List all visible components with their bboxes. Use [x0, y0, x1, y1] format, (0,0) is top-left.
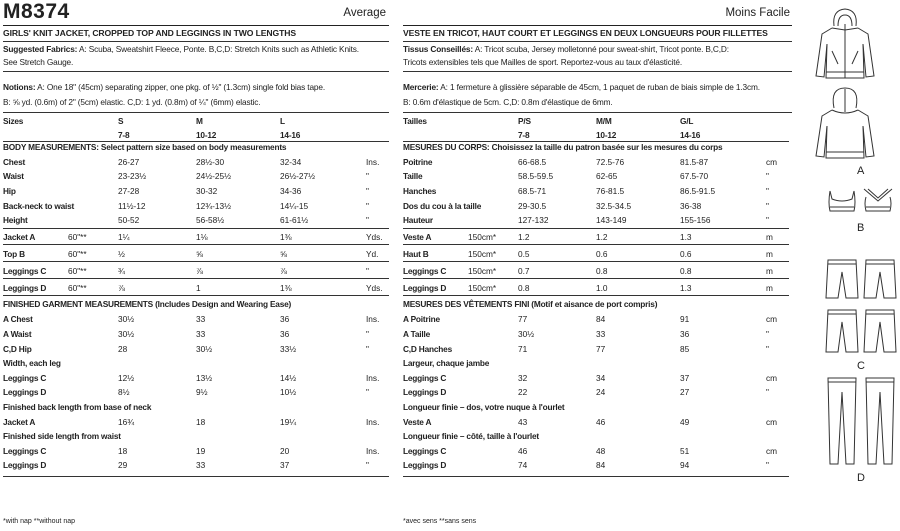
row-label: Leggings D [3, 282, 47, 293]
size-range: 10-12 [196, 129, 217, 140]
unit: " [366, 329, 369, 339]
row-label: Hauteur [403, 215, 433, 226]
cell-value: 8½ [118, 387, 130, 398]
cell-value: 12½ [118, 372, 135, 383]
short-leggings-back-icon [862, 258, 898, 302]
cell-value: 0.6 [680, 248, 692, 259]
cell-value: 29-30.5 [518, 200, 547, 211]
cell-value: 37 [280, 460, 290, 471]
cell-value: 26-27 [118, 156, 140, 167]
cell-value: 71 [518, 343, 528, 354]
cropped-top-back-icon [860, 187, 896, 217]
subsection-title: Width, each leg [3, 358, 61, 369]
unit: Ins. [366, 445, 380, 456]
unit: Ins. [366, 416, 380, 427]
cell-value: 51 [680, 445, 690, 456]
cell-value: 23-23½ [118, 171, 147, 182]
difficulty-en: Average [343, 7, 386, 19]
cell-value: 33½ [280, 343, 297, 354]
row-label: C,D Hip [3, 343, 32, 354]
unit: cm [766, 156, 778, 167]
cell-value: 0.5 [518, 248, 530, 259]
cell-value: 18 [196, 416, 206, 427]
cell-value: 61-61½ [280, 215, 309, 226]
row-label: Leggings D [403, 282, 447, 293]
cell-value: 58.5-59.5 [518, 171, 554, 182]
view-illustrations [800, 0, 900, 531]
cell-value: 32.5-34.5 [596, 200, 632, 211]
cell-value: 32 [518, 372, 528, 383]
row-label: Leggings C [3, 445, 47, 456]
row-label: A Poitrine [403, 314, 440, 325]
notions-en: Notions: A: One 18" (45cm) separating zipper, one pkg. of ½" (1.3cm) single fold bias tape. [3, 82, 325, 92]
cell-value: 0.8 [518, 282, 530, 293]
size-code: M [196, 116, 203, 126]
cell-value: 1.2 [596, 231, 608, 242]
section-title-body: BODY MEASUREMENTS: Select pattern size based on body measurements [3, 142, 287, 153]
cell-value: 74 [518, 460, 528, 471]
row-label: A Chest [3, 314, 33, 325]
unit: " [366, 460, 369, 471]
view-label-a: A [857, 165, 865, 177]
cell-value: 1.2 [518, 231, 530, 242]
unit: " [366, 215, 369, 226]
title-fr: VESTE EN TRICOT, HAUT COURT ET LEGGINGS EN DEUX LONGUEURS POUR FILLETTES [403, 28, 768, 38]
cell-value: 13½ [196, 372, 213, 383]
cell-value: ⅞ [118, 282, 125, 293]
cell-value: ⅝ [196, 248, 203, 259]
french-column [400, 0, 792, 531]
row-label: Waist [3, 171, 24, 182]
cell-value: ⅝ [280, 248, 287, 259]
unit: Yd. [366, 248, 379, 259]
fabric-width: 150cm* [468, 282, 497, 293]
unit: " [766, 329, 769, 339]
unit: " [766, 387, 769, 398]
cell-value: 1⅜ [280, 231, 292, 242]
cell-value: 91 [680, 314, 690, 325]
row-label: Veste A [403, 231, 432, 242]
cell-value: 46 [518, 445, 528, 456]
cell-value: 56-58½ [196, 215, 225, 226]
cell-value: 43 [518, 416, 528, 427]
subsection-title: Longueur finie – côté, taille à l'ourlet [403, 431, 539, 442]
row-label: Haut B [403, 248, 429, 259]
cell-value: 19¼ [280, 416, 297, 427]
view-label-c: C [857, 360, 865, 372]
cell-value: 27 [680, 387, 690, 398]
subsection-title: Finished side length from waist [3, 431, 121, 442]
long-leggings-icon [824, 376, 860, 468]
size-code: M/M [596, 116, 612, 126]
row-label: Leggings C [403, 372, 447, 383]
unit: " [366, 343, 369, 354]
cell-value: 10½ [280, 387, 297, 398]
cell-value: ⅞ [280, 265, 287, 276]
notions-en-2: B: ⅝ yd. (0.6m) of 2" (5cm) elastic. C,D: 1 yd. (0.8m) of ¼" (6mm) elastic. [3, 97, 261, 107]
fabric-width: 60"** [68, 282, 87, 293]
view-label-b: B [857, 222, 865, 234]
cell-value: 12¾-13½ [196, 200, 232, 211]
long-leggings-back-icon [862, 376, 898, 468]
footnote: *with nap **without nap [3, 518, 75, 525]
unit: m [766, 282, 773, 293]
cell-value: 27-28 [118, 186, 140, 196]
cell-value: 155-156 [680, 215, 711, 226]
unit: Ins. [366, 156, 380, 167]
cell-value: 1.0 [596, 282, 608, 293]
fabric-width: 60"** [68, 231, 87, 242]
fabric-width: 150cm* [468, 265, 497, 276]
unit: " [366, 265, 369, 276]
row-label: Top B [3, 248, 25, 259]
hooded-jacket-front-icon [810, 6, 880, 82]
cell-value: 85 [680, 343, 690, 354]
cell-value: 36 [280, 329, 290, 339]
row-label: Leggings C [403, 265, 447, 276]
cell-value: ¾ [118, 265, 125, 276]
cell-value: 1⅛ [196, 231, 208, 242]
cell-value: 1 [196, 282, 201, 293]
view-label-d: D [857, 472, 865, 484]
cell-value: 84 [596, 460, 606, 471]
unit: cm [766, 372, 778, 383]
fabrics-en-2: See Stretch Gauge. [3, 57, 74, 67]
cell-value: 46 [596, 416, 606, 427]
size-code: L [280, 116, 285, 126]
cell-value: 48 [596, 445, 606, 456]
cell-value: 33 [196, 314, 206, 325]
unit: Ins. [366, 314, 380, 325]
cell-value: 33 [196, 329, 206, 339]
row-label: Leggings C [3, 265, 47, 276]
unit: Yds. [366, 282, 383, 293]
english-column [0, 0, 392, 531]
size-code: G/L [680, 116, 694, 126]
cell-value: 19 [196, 445, 206, 456]
cell-value: 30-32 [196, 186, 218, 196]
cell-value: 26½-27½ [280, 171, 316, 182]
subsection-title: Finished back length from base of neck [3, 402, 152, 412]
row-label: Height [3, 215, 28, 226]
cell-value: 16¾ [118, 416, 135, 427]
cell-value: 76-81.5 [596, 186, 625, 196]
unit: " [766, 343, 769, 354]
cell-value: 24 [596, 387, 606, 398]
size-range: 7-8 [518, 129, 530, 140]
row-label: Leggings C [3, 372, 47, 383]
cell-value: 32-34 [280, 156, 302, 167]
cell-value: 24½-25½ [196, 171, 232, 182]
fabric-width: 60"** [68, 248, 87, 259]
cell-value: 143-149 [596, 215, 627, 226]
cell-value: 34 [596, 372, 606, 383]
cell-value: 37 [680, 372, 690, 383]
title-en: GIRLS' KNIT JACKET, CROPPED TOP AND LEGGINGS IN TWO LENGTHS [3, 28, 296, 38]
cell-value: 1⅜ [280, 282, 292, 293]
footnote: *avec sens **sans sens [403, 518, 477, 525]
row-label: Leggings D [403, 387, 447, 398]
cropped-top-icon [824, 187, 860, 217]
unit: m [766, 231, 773, 242]
row-label: Leggings D [3, 460, 47, 471]
cell-value: 36 [280, 314, 290, 325]
cell-value: 18 [118, 445, 128, 456]
cell-value: 77 [596, 343, 606, 354]
unit: " [366, 387, 369, 398]
size-range: 14-16 [680, 129, 701, 140]
row-label: Jacket A [3, 231, 36, 242]
cell-value: 11½-12 [118, 200, 146, 211]
notions-fr-2: B: 0.6m d'élastique de 5cm. C,D: 0.8m d'élastique de 6mm. [403, 97, 613, 107]
cell-value: 77 [518, 314, 528, 325]
row-label: Leggings D [403, 460, 447, 471]
cell-value: 0.8 [680, 265, 692, 276]
cell-value: 33 [196, 460, 206, 471]
row-label: A Taille [403, 329, 430, 339]
unit: m [766, 265, 773, 276]
cell-value: 28½-30 [196, 156, 225, 167]
row-label: C,D Hanches [403, 343, 452, 354]
cell-value: 14½ [280, 372, 297, 383]
cell-value: 29 [118, 460, 128, 471]
size-range: 14-16 [280, 129, 301, 140]
fabric-width: 150cm* [468, 248, 497, 259]
hooded-jacket-back-icon [810, 86, 880, 162]
cell-value: 67.5-70 [680, 171, 709, 182]
cell-value: 30½ [118, 329, 135, 339]
row-label: Chest [3, 156, 26, 167]
difficulty-fr: Moins Facile [725, 7, 790, 19]
unit: " [366, 186, 369, 196]
section-title-body: MESURES DU CORPS: Choisissez la taille du patron basée sur les mesures du corps [403, 142, 723, 153]
size-range: 10-12 [596, 129, 617, 140]
row-label: Taille [403, 171, 423, 182]
unit: cm [766, 314, 778, 325]
cell-value: 1.3 [680, 282, 692, 293]
notions-fr: Mercerie: A: 1 fermeture à glissière séparable de 45cm, 1 paquet de ruban de biais simple de 1.3cm. [403, 82, 760, 92]
cell-value: 1.3 [680, 231, 692, 242]
unit: cm [766, 416, 778, 427]
unit: Ins. [366, 372, 380, 383]
cell-value: 68.5-71 [518, 186, 547, 196]
cell-value: 49 [680, 416, 690, 427]
row-label: Leggings C [403, 445, 447, 456]
short-leggings-icon [824, 258, 860, 302]
cell-value: 0.8 [596, 265, 608, 276]
row-label: Back-neck to waist [3, 200, 75, 211]
unit: " [766, 200, 769, 211]
cell-value: ½ [118, 248, 125, 259]
cell-value: 30½ [118, 314, 135, 325]
cell-value: 30½ [518, 329, 535, 339]
short-leggings-alt-icon [824, 308, 860, 356]
unit: " [766, 460, 769, 471]
row-label: Hip [3, 186, 16, 196]
cell-value: 36 [680, 329, 690, 339]
unit: " [366, 171, 369, 182]
fabrics-fr: Tissus Conseillés: A: Tricot scuba, Jersey molletonné pour sweat-shirt, Tricot ponte. B,C,D: [403, 44, 729, 54]
unit: " [366, 200, 369, 211]
cell-value: 34-36 [280, 186, 302, 196]
cell-value: 36-38 [680, 200, 702, 211]
cell-value: 9½ [196, 387, 208, 398]
unit: m [766, 248, 773, 259]
row-label: Poitrine [403, 156, 433, 167]
unit: Yds. [366, 231, 383, 242]
subsection-title: Longueur finie – dos, votre nuque à l'ourlet [403, 402, 565, 412]
cell-value: 0.6 [596, 248, 608, 259]
row-label: A Waist [3, 329, 32, 339]
section-title-finished: MESURES DES VÊTEMENTS FINI (Motif et aisance de port compris) [403, 298, 658, 309]
pattern-number: M8374 [3, 0, 70, 23]
size-code: P/S [518, 116, 531, 126]
cell-value: 50-52 [118, 215, 140, 226]
cell-value: 1¼ [118, 231, 130, 242]
cell-value: ⅞ [196, 265, 203, 276]
fabrics-en: Suggested Fabrics: A: Scuba, Sweatshirt Fleece, Ponte. B,C,D: Stretch Knits such as Athletic Knits. [3, 44, 359, 54]
cell-value: 30½ [196, 343, 213, 354]
cell-value: 86.5-91.5 [680, 186, 716, 196]
size-range: 7-8 [118, 129, 130, 140]
fabric-width: 60"** [68, 265, 87, 276]
unit: " [766, 171, 769, 182]
subsection-title: Largeur, chaque jambe [403, 358, 490, 369]
cell-value: 66-68.5 [518, 156, 547, 167]
row-label: Veste A [403, 416, 432, 427]
row-label: Leggings D [3, 387, 47, 398]
cell-value: 22 [518, 387, 528, 398]
cell-value: 62-65 [596, 171, 618, 182]
cell-value: 94 [680, 460, 690, 471]
cell-value: 33 [596, 329, 606, 339]
row-label: Jacket A [3, 416, 36, 427]
row-label: Hanches [403, 186, 437, 196]
sizes-label: Tailles [403, 116, 427, 126]
cell-value: 81.5-87 [680, 156, 709, 167]
unit: " [766, 215, 769, 226]
cell-value: 20 [280, 445, 290, 456]
cell-value: 28 [118, 343, 128, 354]
size-code: S [118, 116, 124, 126]
fabric-width: 150cm* [468, 231, 497, 242]
fabrics-fr-2: Tricots extensibles tels que Mailles de sport. Reportez-vous au taux d'élasticité. [403, 57, 683, 67]
short-leggings-alt-back-icon [862, 308, 898, 356]
cell-value: 0.7 [518, 265, 530, 276]
sizes-label: Sizes [3, 116, 24, 126]
unit: cm [766, 445, 778, 456]
unit: " [766, 186, 769, 196]
row-label: Dos du cou à la taille [403, 200, 482, 211]
cell-value: 72.5-76 [596, 156, 625, 167]
section-title-finished: FINISHED GARMENT MEASUREMENTS (Includes Design and Wearing Ease) [3, 298, 292, 309]
cell-value: 84 [596, 314, 606, 325]
cell-value: 14¼-15 [280, 200, 309, 211]
cell-value: 127-132 [518, 215, 549, 226]
